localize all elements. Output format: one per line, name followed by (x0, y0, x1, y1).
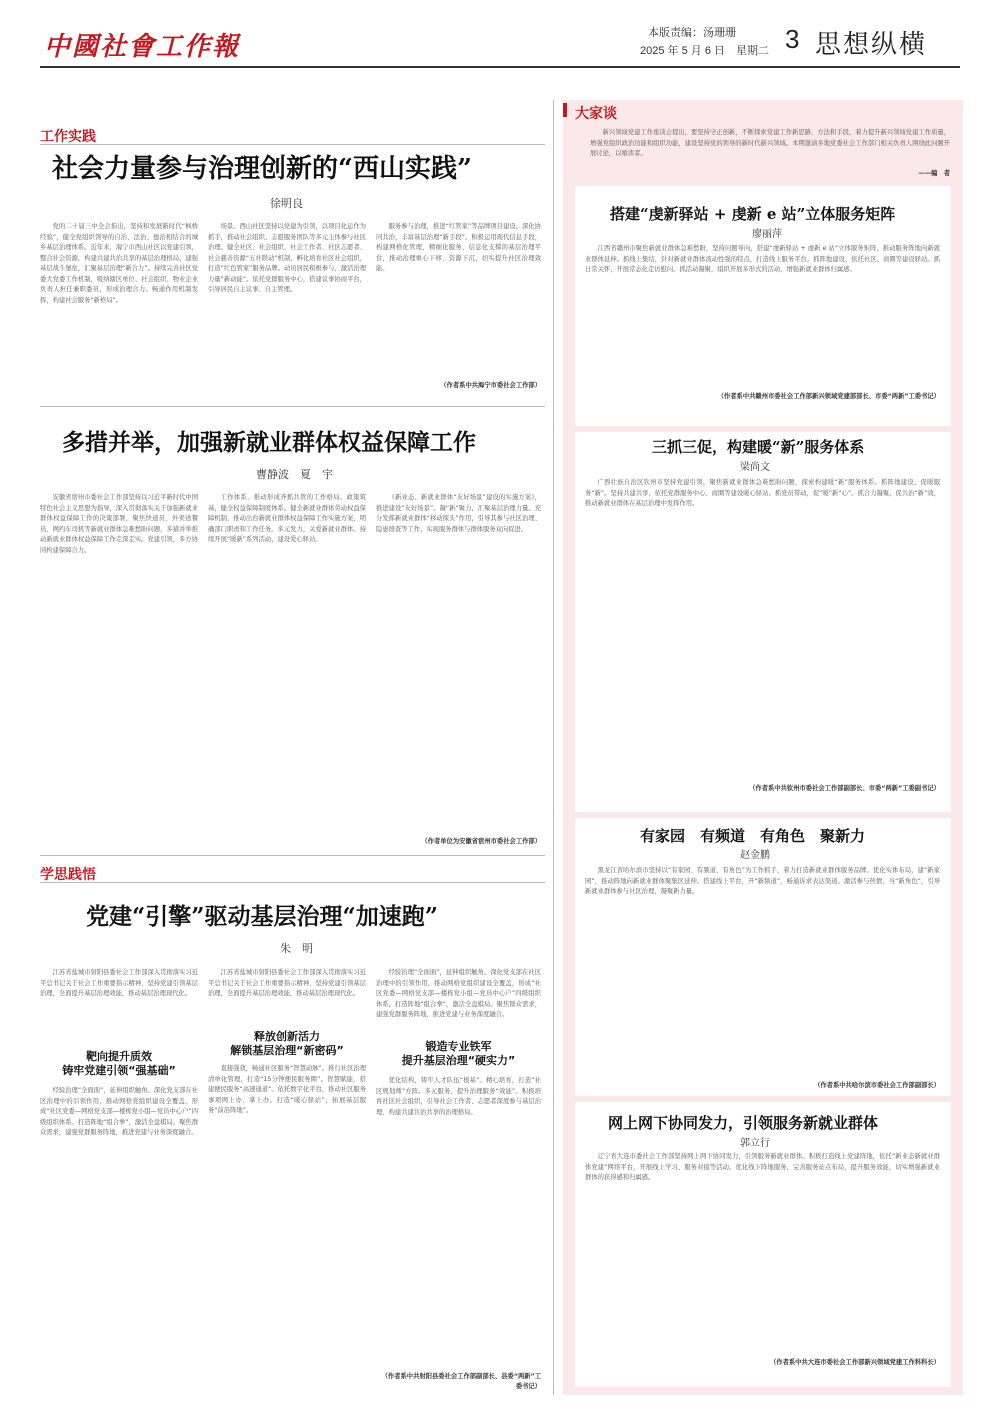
issue-date: 2025 年 5 月 6 日 星期二 (640, 45, 769, 57)
divider (40, 406, 545, 407)
sidebar-article-body: 黑龙江省哈尔滨市坚持以“有家园、有频道、有角色”为工作抓手，着力打造新就业群体服务品牌。优化实体布局，建“新家园”，推动阵地向新就业群体聚集区延伸。搭建线上平台，开“新频道”，畅通诉求表达渠道。激活参与热情，当“新角色”，引导新就业群体参与社区治理，凝聚新力量。 (585, 867, 940, 895)
author-note: （作者系中共射阳县委社会工作部副部长、县委“两新”工委书记） (381, 1373, 541, 1390)
sidebar-header (563, 103, 963, 119)
article-subhead: 释放创新活力 解锁基层治理“新密码” (230, 1030, 344, 1057)
sidebar-intro: 新兴领域党建工作座谈会提出，要坚持守正创新，不断探索党建工作新思路、方法和手段，着力提升新兴领域党建工作质量，增强党组织政治功能和组织功能，建设坚持党的领导的新时代新兴领域。本期邀请多地党委社会工作部门相关负责人围绕此问题开展讨论，以飨读者。 (590, 129, 950, 157)
sidebar-article-body: 辽宁省大连市委社会工作部坚持网上网下协同发力，引领服务新就业群体。积极打造线上党建阵地，依托“新业态新就业群体党建”网络平台，开展线上学习、服务对接等活动。优化线下阵地服务，完善服务站点布局，提升服务效能，切实增强新就业群体的获得感和归属感。 (585, 1153, 940, 1181)
column-divider (553, 100, 554, 1395)
article-intro: 江苏省盐城市射阳县委社会工作部深入贯彻落实习近平总书记关于社会工作重要指示精神，坚持党建引领基层治理，全面提升基层治理效能，推动基层治理现代化。 (40, 969, 198, 997)
sidebar-article-title: 搭建“虔新驿站 + 虔新 e 站”立体服务矩阵 (610, 205, 896, 223)
sidebar-author-note: （作者系中共大连市委社会工作部新兴领域党建工作科科长） (769, 1359, 940, 1366)
article-body-col3: 服务参与治理，推进“红管家”等品牌项目建设。深化协同共治，丰富基层治理“新手段”。积极运用现代信息手段，构建网格化管理、精细化服务、信息化支撑的基层治理平台，推动治理重心下移、资源下沉，切实提升社区治理效能。 (376, 223, 541, 272)
sidebar-article-title: 网上网下协同发力，引领服务新就业群体 (608, 1114, 879, 1132)
sidebar-article-title: 有家园 有频道 有角色 聚新力 (640, 827, 866, 845)
sidebar-article-author: 赵金鹏 (740, 850, 770, 861)
divider (40, 855, 545, 856)
sidebar-article-author: 郭立行 (740, 1138, 770, 1149)
article-author: 朱 明 (280, 942, 313, 955)
sidebar-accent-bar (563, 103, 567, 117)
article-body-col1: 党的二十届三中全会指出，坚持和发展新时代“枫桥经验”，健全党组织领导的自治、法治、德治相结合的城乡基层治理体系。近年来，海宁市西山社区以党建引领，整合社会资源，构建共建共治共享的基层治理格局。建强基层战斗堡垒，汇聚基层治理“新合力”。持续完善社区党委大党委工作机制，吸纳辖区单位、社会组织、物业企业负责人担任兼职委员，形成治理合力。畅通作用机制发挥，构建社会服务“新格局”。 (40, 223, 198, 304)
author-note: （作者单位为安徽省宿州市委社会工作部） (421, 838, 541, 845)
sidebar-article-title: 三抓三促，构建暖“新”服务体系 (652, 438, 865, 456)
sidebar-article-author: 廖丽萍 (752, 229, 782, 240)
article-author: 曹静波 夏 宇 (256, 468, 333, 481)
divider (40, 144, 545, 145)
sidebar-article-author: 梁尚文 (740, 462, 770, 473)
sidebar-author-note: （作者系中共钦州市委社会工作部副部长、市委“两新”工委副书记） (749, 785, 940, 792)
sidebar-author-note: （作者系中共赣州市委社会工作部新兴领域党建部部长、市委“两新”工委书记） (717, 393, 940, 400)
sidebar-article-body: 广西壮族自治区钦州市坚持党建引领，聚焦新就业群体急难愁盼问题，探索构建暖“新”服务体系。抓阵地建设，促暖服务“新”。坚持共建共享，依托党群服务中心、商圈等建设暖心驿站。抓党员带动，促“暖”新“心”。抓合力凝聚，促共治“新”效，推动新就业群体在基层治理中发挥作用。 (585, 479, 940, 507)
section-label-work-practice: 工作实践 (40, 128, 96, 144)
section-label-study: 学思践悟 (40, 866, 96, 882)
article-body-col3: 《新业态、新就业群体“友好场景”建设的实施方案》，推进建设“友好场景”。凝“新”聚力，汇聚基层治理力量。充分发挥新就业群体“移动探头”作用，引导其参与社区治理、隐患排查等工作，实现服务群体与群体服务双向促进。 (376, 494, 541, 533)
article-title: 社会力量参与治理创新的“西山实践” (52, 154, 472, 184)
author-note: （作者系中共海宁市委社会工作部） (440, 382, 541, 389)
article-body-col2: 直接强效，畅通社区服务“智慧动脉”。推行社区治理清单化管理，打造“15分钟便民服务圈”。智慧赋能，搭建便民服务“高速通道”。依托数字化平台，推动社区服务事项网上办、掌上办。打造“暖心驿站”，拓展基层服务“前沿阵地”。 (208, 1065, 366, 1114)
article-body-col2: 工作体系，推动形成齐抓共管的工作格局。政策筑基，健全权益保障制度体系。健全新就业群体劳动权益保障机制，推动出台新就业群体权益保障工作实施方案，明确部门职责和工作任务。多元发力，关爱新就业群体。持续开展“暖新”系列活动，建设爱心驿站。 (208, 494, 366, 543)
sidebar-author-note: （作者系中共哈尔滨市委社会工作部副部长） (814, 1082, 940, 1089)
newspaper-logo: 中國社會工作報 (44, 32, 241, 62)
article-body-col2: 场景。西山社区坚持以党建为引领，以项目化运作为抓手，推动社会组织、志愿服务团队等多元主体参与社区治理。健全社区、社会组织、社会工作者、社区志愿者、社会慈善资源“五社联动”机制，孵化培育社区社会组织，打造“红色管家”服务品牌。动员居民积极参与，激活治理力量“新动能”。依托党群服务中心，搭建议事协商平台，引导居民自主议事、自主管理。 (208, 223, 366, 293)
sidebar-label: 大家谈 (575, 105, 617, 121)
article-subhead: 靶向提升质效 铸牢党建引领“强基础” (62, 1050, 176, 1077)
article-body-col1: 经验治理“全面面”，延伸组织触角。深化党支部在社区治理中的引领作用，推动网格党组织建设全覆盖，形成“社区党委—网格党支部—楼栋党小组—党员中心户”四级组织体系。打造阵地“组合拳”，激活全盘棋局。聚焦群众需求，建强党群服务阵地，推进党建与业务深度融合。 (40, 1087, 198, 1136)
article-body-col1: 安徽省宿州市委社会工作部坚持以习近平新时代中国特色社会主义思想为指导，深入贯彻落实关于加强新就业群体权益保障工作的决策部署，聚焦快递员、外卖送餐员、网约车司机等新就业群体急难愁盼问题，多措并举推动新就业群体权益保障工作走深走实。党建引领，多方协同构建保障合力。 (40, 494, 198, 554)
article-body-col3: 优化结构，铸牢人才队伍“根基”。精心培育，打造“社区规划师”方阵。多元服务，提升治理服务“效能”。积极培育社区社会组织，引导社会工作者、志愿者深度参与基层治理，构建共建共治共享的治理格局。 (376, 1077, 541, 1116)
article-subhead: 锻造专业铁军 提升基层治理“硬实力” (401, 1040, 516, 1067)
masthead (40, 18, 960, 68)
section-title: 思想纵横 (815, 29, 928, 59)
divider (40, 882, 545, 883)
sidebar-article-body: 江西省赣州市聚焦新就业群体急难愁盼，坚持问题导向，搭建“虔新驿站 + 虔新 e 站”立体服务矩阵，推动服务阵地向新就业群体延伸。抓线上集结，针对新就业群体流动性强的特点，打造线上服务平台。抓阵地建设，依托社区、商圈等建设驿站。抓日常关怀，开展常态化走访慰问。抓活动凝聚，组织开展多形式的活动，增强新就业群体归属感。 (585, 245, 940, 273)
article-author: 徐明良 (270, 197, 303, 210)
page-number: 3 (785, 24, 800, 54)
article-body-col3-top: 经验治理“全面面”，延伸组织触角。深化党支部在社区治理中的引领作用，推动网格党组织建设全覆盖，形成“社区党委—网格党支部—楼栋党小组—党员中心户”四级组织体系。打造阵地“组合拳”，激活全盘棋局。聚焦群众需求，建强党群服务阵地，推进党建与业务深度融合。 (376, 969, 541, 1018)
sidebar-editor-note: ——编 者 (918, 170, 950, 177)
article-title: 多措并举，加强新就业群体权益保障工作 (62, 429, 476, 456)
page-editor: 本版责编：汤珊珊 (648, 27, 736, 39)
article-title: 党建“引擎”驱动基层治理“加速跑” (86, 903, 438, 930)
article-body-col2-top: 江苏省盐城市射阳县委社会工作部深入贯彻落实习近平总书记关于社会工作重要指示精神，坚持党建引领基层治理，全面提升基层治理效能，推动基层治理现代化。 (208, 969, 366, 997)
